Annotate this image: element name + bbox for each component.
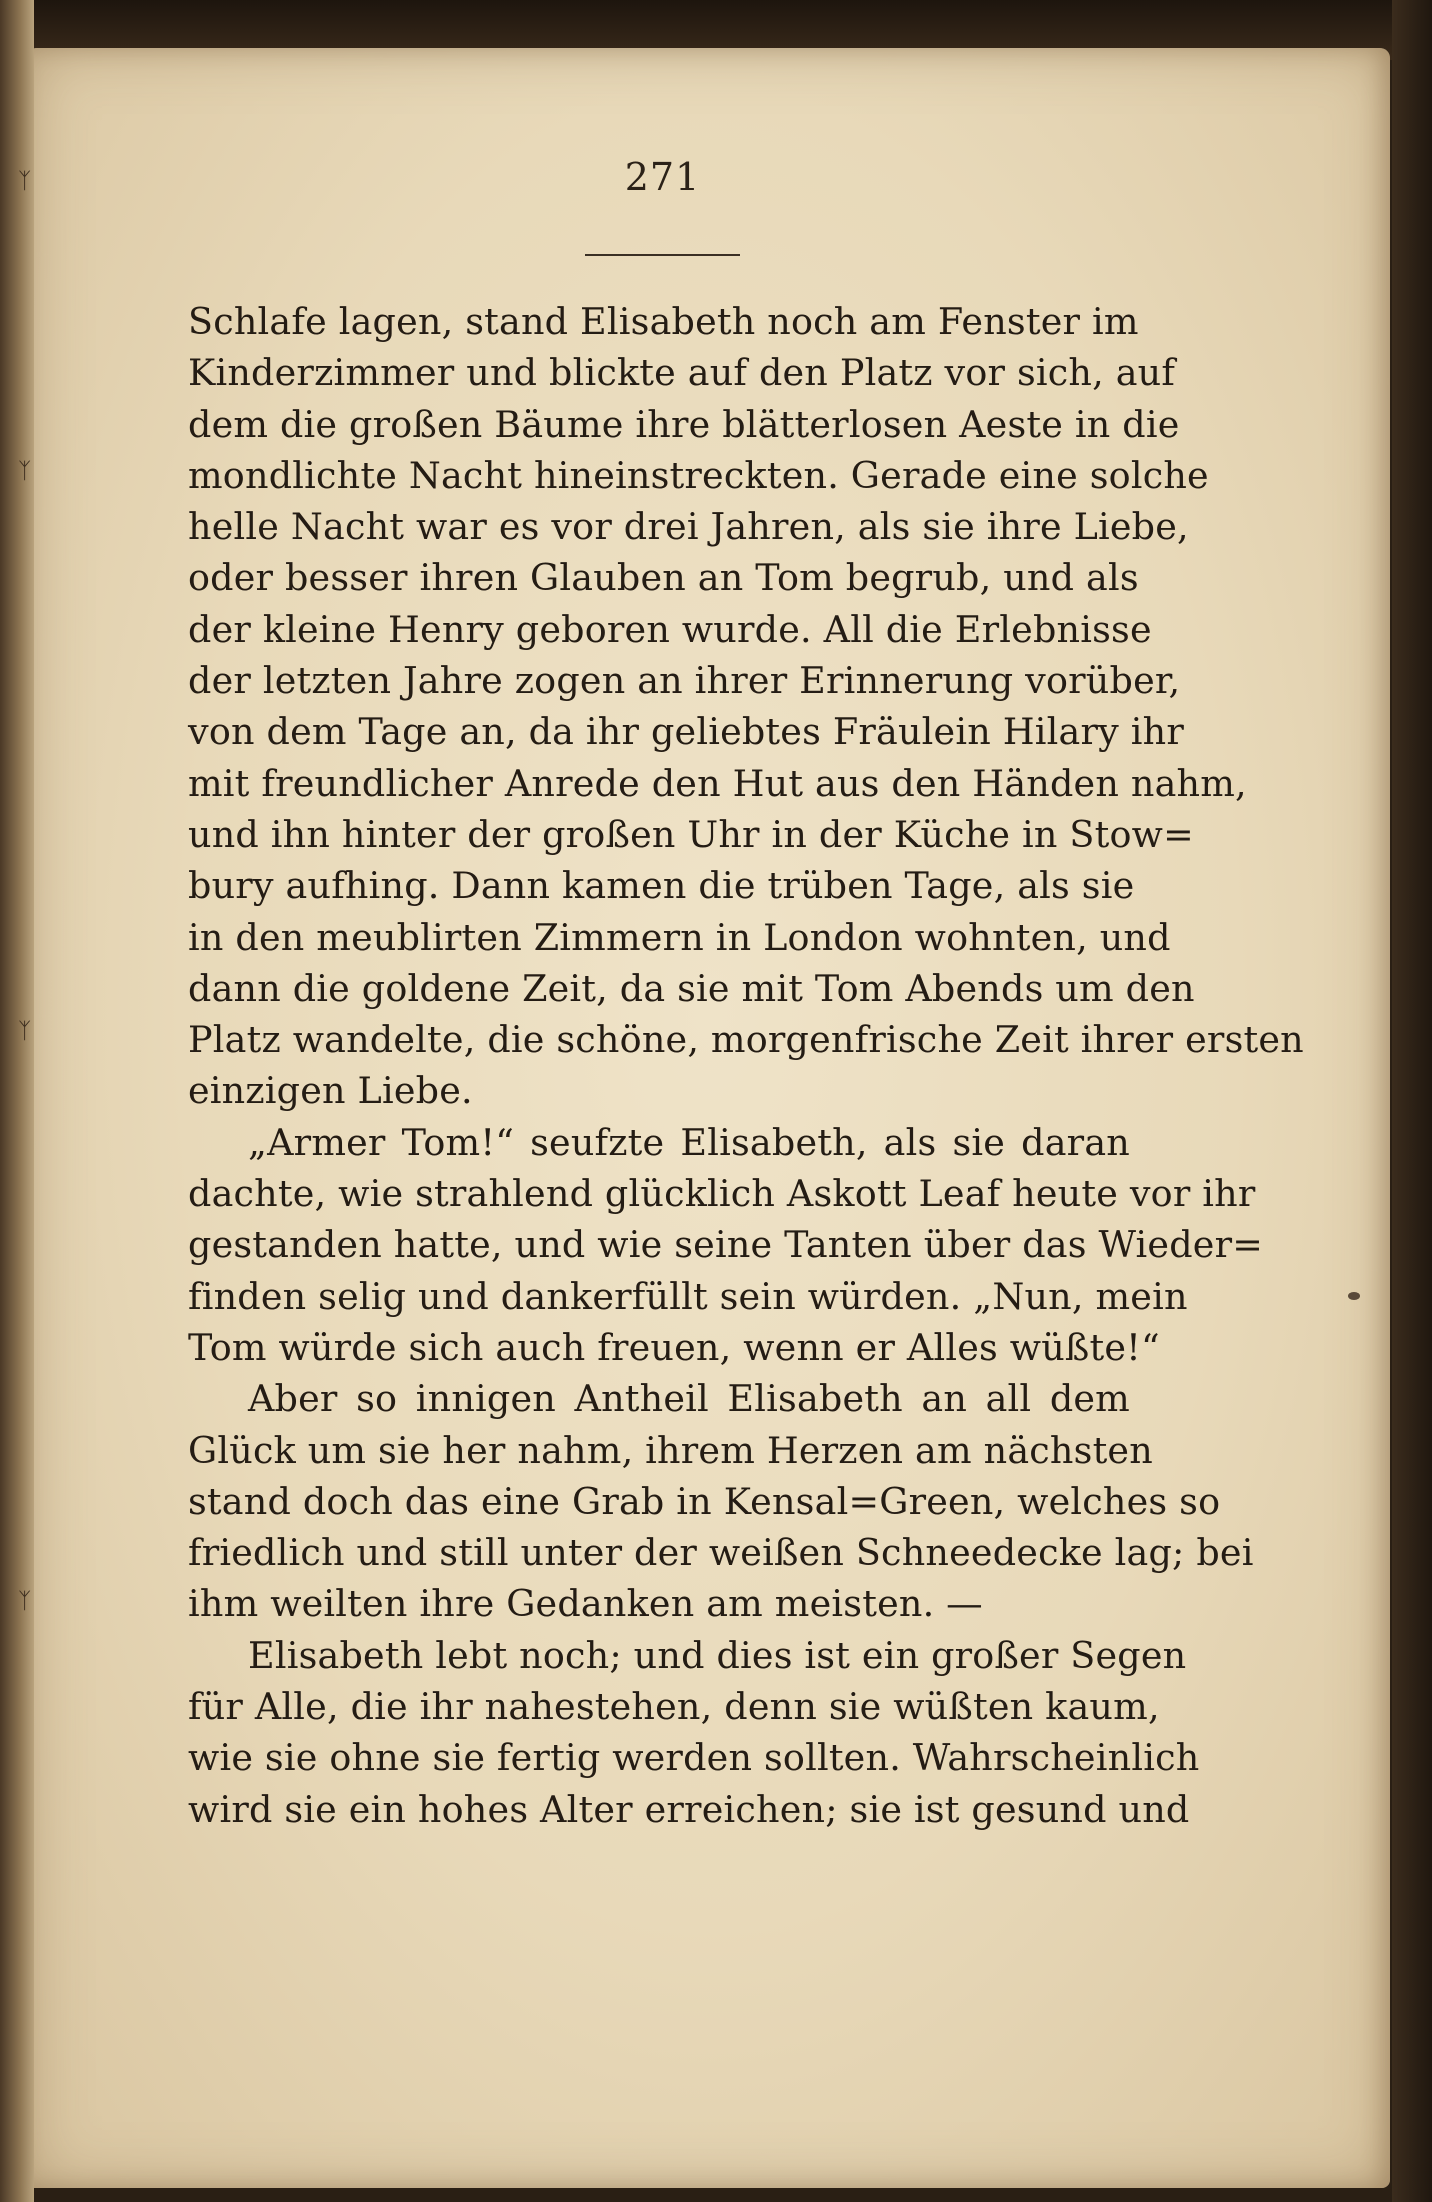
text-line: friedlich und still unter der weißen Schneedecke lag; bei [188,1531,1254,1575]
text-line: der letzten Jahre zogen an ihrer Erinnerung vorüber, [188,659,1181,703]
text-line: Aber so innigen Antheil Elisabeth an all dem [248,1377,1130,1421]
text-line: Platz wandelte, die schöne, morgenfrische Zeit ihrer ersten [188,1018,1304,1062]
text-line: gestanden hatte, und wie seine Tanten über das Wieder= [188,1223,1264,1267]
text-line: oder besser ihren Glauben an Tom begrub, und als [188,556,1139,600]
text-line: Elisabeth lebt noch; und dies ist ein großer Segen [248,1633,1187,1677]
text-line: bury aufhing. Dann kamen die trüben Tage, als sie [188,864,1135,908]
text-line: in den meublirten Zimmern in London wohnten, und [188,915,1171,959]
body-text [188,296,1304,1835]
text-line: mit freundlicher Anrede den Hut aus den Händen nahm, [188,761,1247,805]
text-line: wie sie ohne sie fertig werden sollten. Wahrscheinlich [188,1736,1200,1780]
text-line: Glück um sie her nahm, ihrem Herzen am nächsten [188,1428,1153,1472]
text-line: stand doch das eine Grab in Kensal=Green, welches so [188,1479,1221,1523]
text-line: wird sie ein hohes Alter erreichen; sie ist gesund und [188,1787,1190,1831]
binding-mark: ᛉ [18,459,32,484]
page-number: 271 [624,155,701,199]
text-line: mondlichte Nacht hineinstreckten. Gerade eine solche [188,453,1209,497]
binding-mark: ᛉ [18,1589,32,1614]
text-line: von dem Tage an, da ihr geliebtes Fräulein Hilary ihr [188,710,1184,754]
book-cover-right [1392,0,1432,2202]
binding-mark: ᛉ [18,1019,32,1044]
text-line: für Alle, die ihr nahestehen, denn sie wüßten kaum, [188,1685,1160,1729]
text-line: Kinderzimmer und blickte auf den Platz vor sich, auf [188,351,1176,395]
header-rule [585,254,740,256]
text-line: finden selig und dankerfüllt sein würden. „Nun, mein [188,1274,1188,1318]
binding-mark: ᛉ [18,169,32,194]
page-stain [1348,1292,1360,1300]
text-line: Schlafe lagen, stand Elisabeth noch am Fenster im [188,300,1139,343]
text-line: helle Nacht war es vor drei Jahren, als sie ihre Liebe, [188,505,1189,549]
text-line: „Armer Tom!“ seufzte Elisabeth, als sie daran [248,1120,1130,1164]
text-line: ihm weilten ihre Gedanken am meisten. — [188,1582,983,1626]
book-binding [0,0,34,2202]
text-line: dachte, wie strahlend glücklich Askott Leaf heute vor ihr [188,1172,1256,1216]
text-line: einzigen Liebe. [188,1069,473,1113]
text-line: dem die großen Bäume ihre blätterlosen Aeste in die [188,402,1180,446]
text-line: dann die goldene Zeit, da sie mit Tom Abends um den [188,966,1195,1010]
text-line: der kleine Henry geboren wurde. All die Erlebnisse [188,607,1152,651]
text-line: und ihn hinter der großen Uhr in der Küche in Stow= [188,812,1194,856]
text-line: Tom würde sich auch freuen, wenn er Alles wüßte!“ [188,1325,1160,1369]
